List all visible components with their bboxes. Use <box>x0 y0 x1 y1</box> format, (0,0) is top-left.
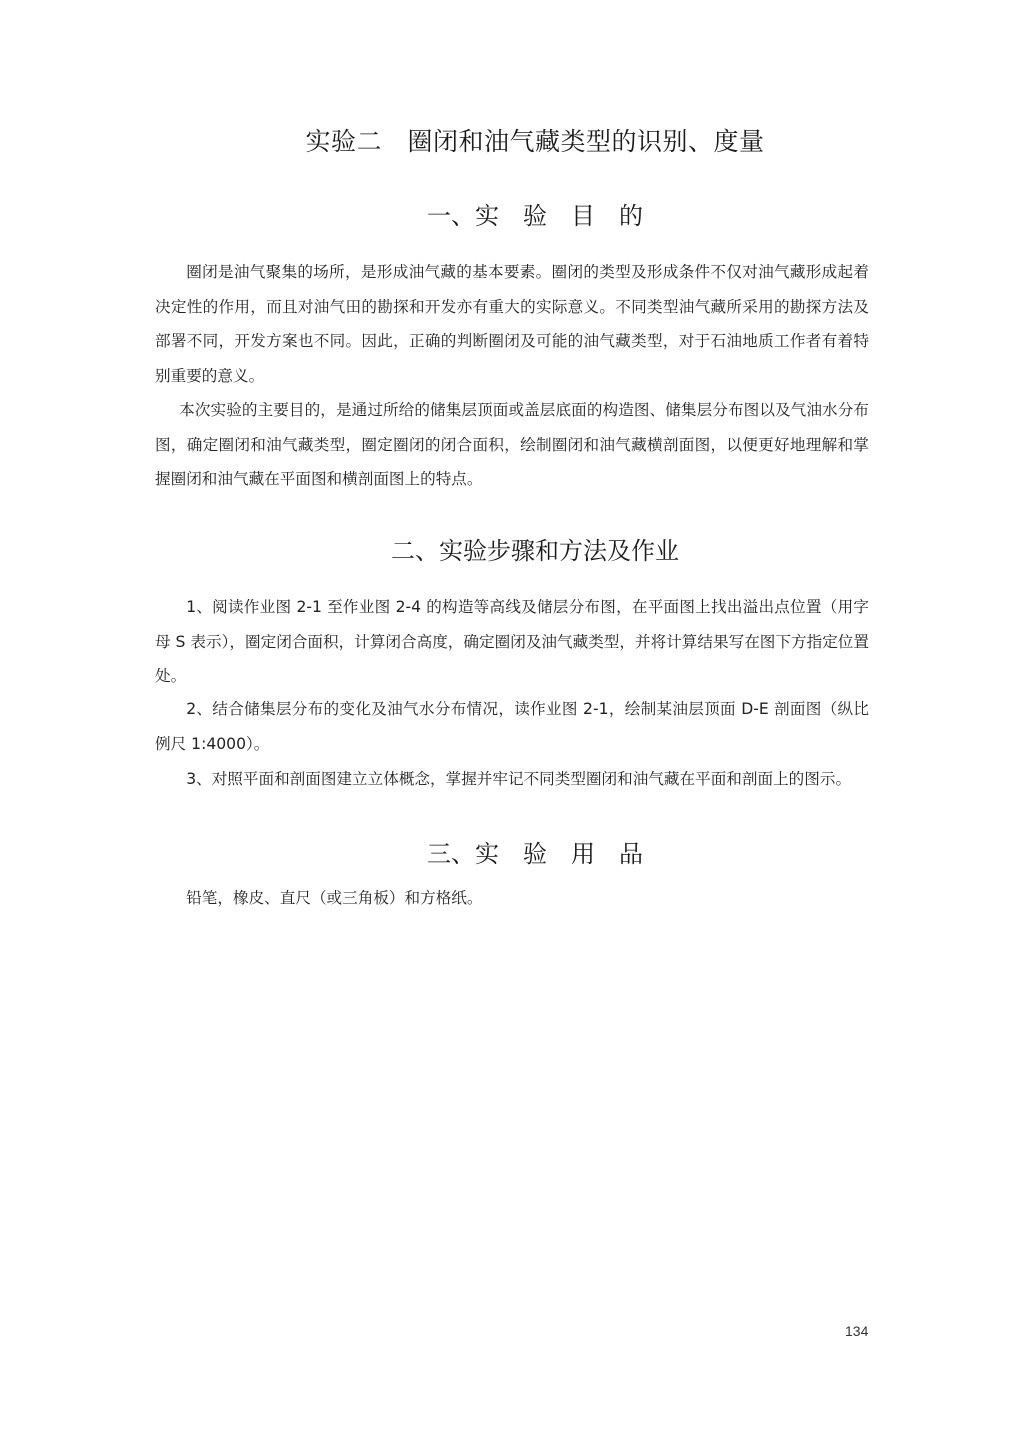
page-title: 实验二 圈闭和油气藏类型的识别、度量 <box>305 127 765 156</box>
paragraph-step-1: 1、阅读作业图 2-1 至作业图 2-4 的构造等高线及储层分布图，在平面图上找出溢出点位置（用字母 S 表示），圈定闭合面积，计算闭合高度，确定圈闭及油气藏类型，并将计算结果写在图下方指定位置处。 <box>155 598 869 686</box>
paragraph-materials: 铅笔，橡皮、直尺（或三角板）和方格纸。 <box>186 889 483 907</box>
paragraph-purpose-1: 圈闭是油气聚集的场所，是形成油气藏的基本要素。圈闭的类型及形成条件不仅对油气藏形成起着决定性的作用，而且对油气田的勘探和开发亦有重大的实际意义。不同类型油气藏所采用的勘探方法及部署不同，开发方案也不同。因此，正确的判断圈闭及可能的油气藏类型，对于石油地质工作者有着特别重要的意义。 <box>155 263 869 385</box>
paragraph-step-3: 3、对照平面和剖面图建立立体概念，掌握并牢记不同类型圈闭和油气藏在平面和剖面上的图示。 <box>186 770 852 788</box>
paragraph-purpose-2: 本次实验的主要目的，是通过所给的储集层顶面或盖层底面的构造图、储集层分布图以及气油水分布图，确定圈闭和油气藏类型，圈定圈闭的闭合面积，绘制圈闭和油气藏横剖面图，以便更好地理解和掌握圈闭和油气藏在平面图和横剖面图上的特点。 <box>155 401 869 489</box>
paragraph-step-2: 2、结合储集层分布的变化及油气水分布情况，读作业图 2-1，绘制某油层顶面 D-E 剖面图（纵比例尺 1:4000）。 <box>155 700 869 753</box>
section-heading-purpose: 一、实 验 目 的 <box>427 202 643 230</box>
section-heading-materials: 三、实 验 用 品 <box>427 840 643 868</box>
section-heading-steps: 二、实验步骤和方法及作业 <box>391 537 679 565</box>
page-number: 134 <box>845 1323 869 1339</box>
